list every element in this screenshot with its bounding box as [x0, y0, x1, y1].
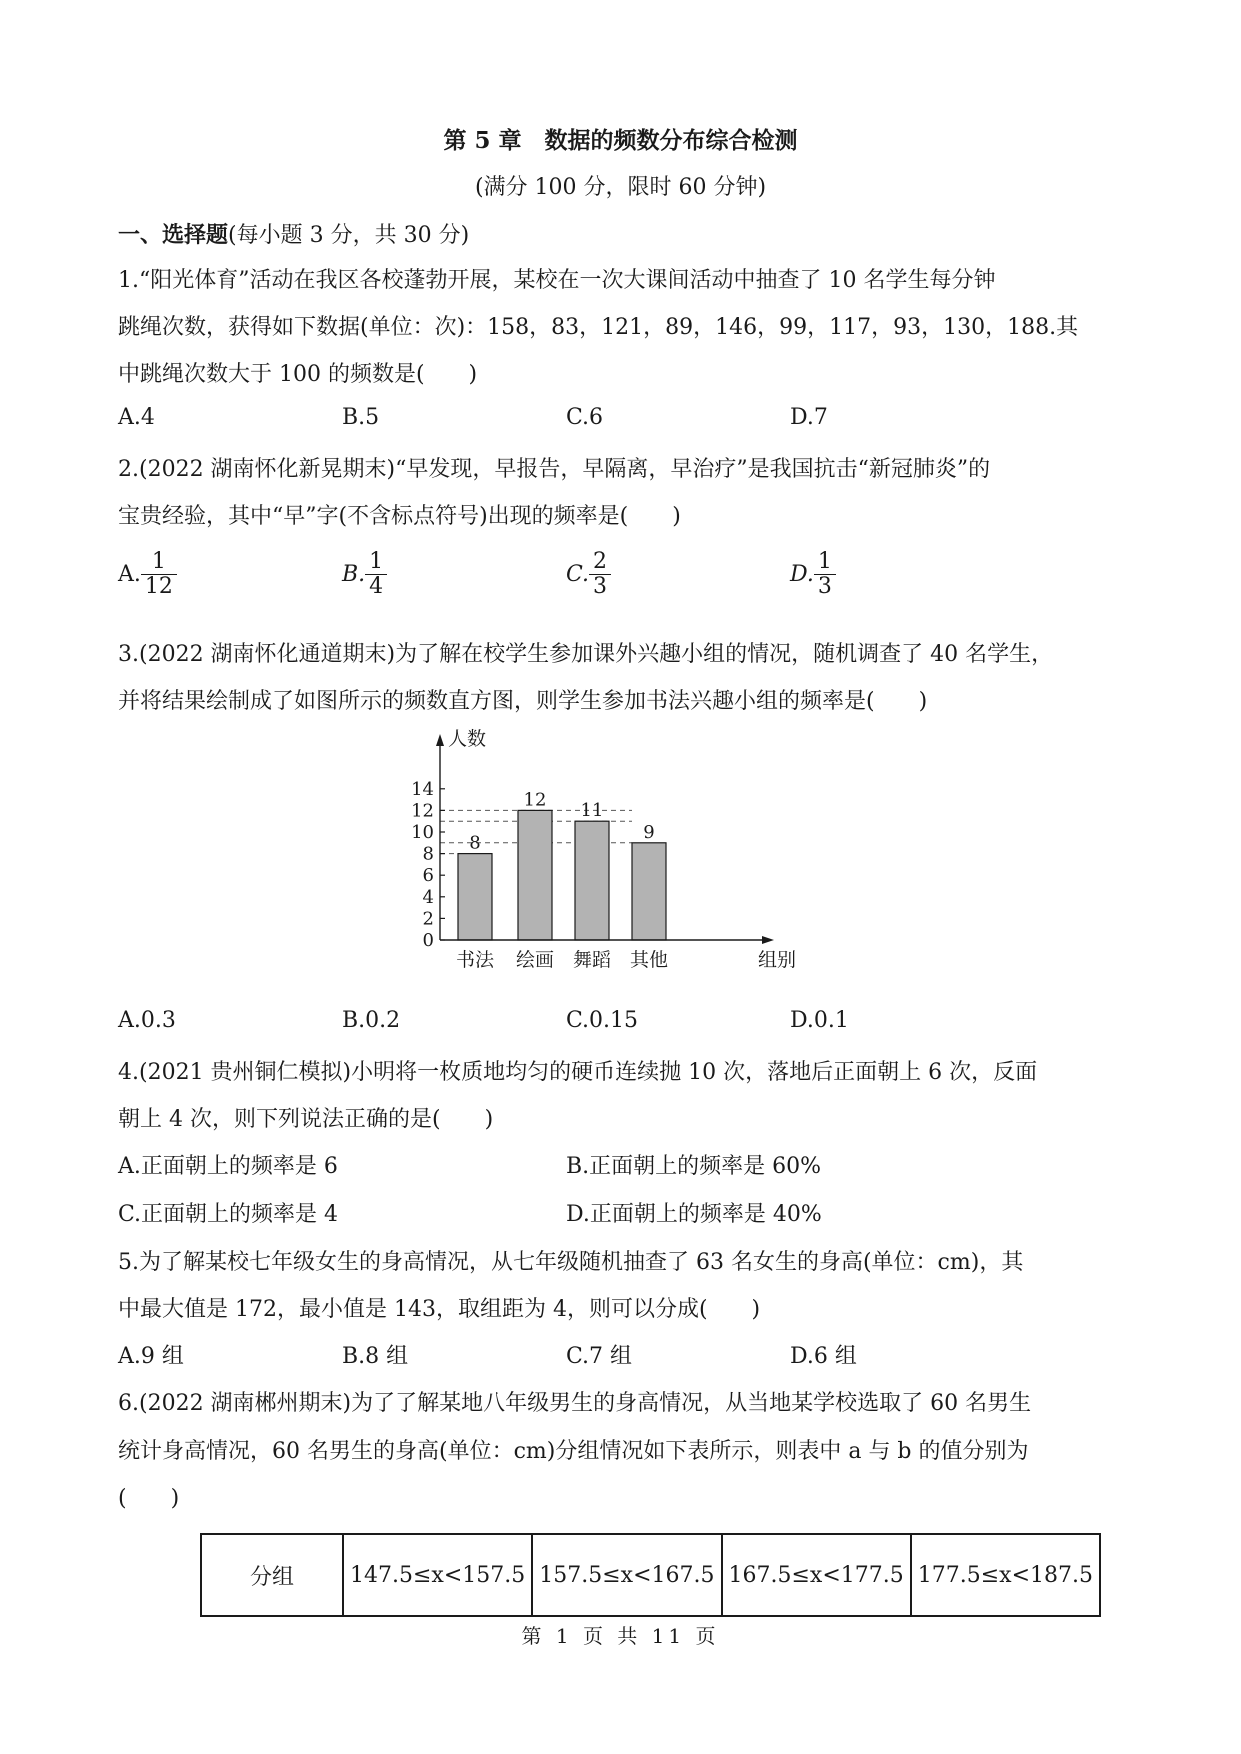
q1-line2: 跳绳次数，获得如下数据(单位：次)：158，83，121，89，146，99，117，93，130，188.其 [118, 315, 1079, 340]
fraction-numerator: 1 [365, 550, 387, 575]
q3-option-d: D.0.1 [790, 1008, 849, 1033]
q3-line2: 并将结果绘制成了如图所示的频数直方图，则学生参加书法兴趣小组的频率是( ) [118, 689, 928, 714]
bar-value-label: 9 [643, 821, 655, 843]
frequency-histogram [411, 722, 820, 980]
q3-line1: 3.(2022 湖南怀化通道期末)为了解在校学生参加课外兴趣小组的情况，随机调查了 40 名学生， [118, 642, 1054, 667]
fraction-denominator: 3 [817, 574, 832, 600]
bar-value-label: 11 [580, 800, 604, 822]
q1-option-c: C.6 [566, 405, 604, 430]
page-title: 第 5 章 数据的频数分布综合检测 [443, 127, 798, 154]
section-label: 一、选择题 [118, 222, 229, 248]
y-tick-label: 4 [422, 886, 434, 908]
q5-option-d: D.6 组 [790, 1344, 857, 1369]
q2-option-c-label: C. [566, 562, 590, 588]
q4-option-b: B.正面朝上的频率是 60% [566, 1154, 822, 1179]
y-tick-label: 14 [411, 778, 434, 800]
bar-3 [575, 821, 609, 940]
q6-line3: ( ) [118, 1486, 180, 1511]
y-tick-label: 10 [411, 822, 434, 843]
y-axis-arrow [436, 734, 444, 746]
x-tick-label: 绘画 [515, 949, 555, 971]
section-heading [118, 218, 469, 249]
bar-value-label: 8 [469, 832, 481, 854]
q5-option-c: C.7 组 [566, 1344, 633, 1369]
x-axis-arrow [762, 936, 774, 944]
q4-line1: 4.(2021 贵州铜仁模拟)小明将一枚质地均匀的硬币连续抛 10 次，落地后正面朝上 6 次，反面 [118, 1060, 1038, 1085]
y-tick-label: 6 [422, 865, 434, 887]
page-footer: 第 1 页 共 11 页 [521, 1624, 720, 1648]
fraction-denominator: 4 [369, 574, 384, 600]
q2-option-a-fraction [141, 550, 177, 599]
page-subtitle: (满分 100 分，限时 60 分钟) [474, 175, 767, 200]
y-axis-label: 人数 [448, 728, 487, 750]
fraction-numerator: 2 [589, 550, 611, 575]
fraction-numerator: 1 [814, 550, 836, 575]
q2-option-c [566, 550, 611, 599]
q5-line1: 5.为了解某校七年级女生的身高情况，从七年级随机抽查了 63 名女生的身高(单位：cm)，其 [118, 1250, 1024, 1275]
q2-option-a-label: A. [118, 562, 141, 588]
y-tick-label: 12 [411, 800, 434, 822]
table-cell: 147.5≤x<157.5 [343, 1534, 532, 1616]
q2-option-a [118, 550, 177, 599]
bar-1 [458, 854, 492, 940]
fraction-denominator: 3 [593, 574, 608, 600]
y-tick-label: 0 [422, 930, 434, 951]
table-row [201, 1534, 1100, 1616]
y-tick-label: 2 [422, 908, 434, 930]
y-tick-label: 8 [422, 843, 434, 865]
q3-option-a: A.0.3 [118, 1008, 176, 1033]
table-cell: 157.5≤x<167.5 [532, 1534, 721, 1616]
bar-4 [632, 843, 666, 940]
table-cell: 167.5≤x<177.5 [722, 1534, 911, 1616]
x-axis-label: 组别 [758, 949, 797, 971]
q3-option-c: C.0.15 [566, 1008, 639, 1033]
q1-option-a: A.4 [118, 405, 155, 430]
q1-line3: 中跳绳次数大于 100 的频数是( ) [118, 362, 478, 387]
height-group-table [200, 1533, 1101, 1617]
q2-line1: 2.(2022 湖南怀化新晃期末)“早发现，早报告，早隔离，早治疗”是我国抗击“新冠肺炎”的 [118, 457, 991, 482]
q1-line1: 1.“阳光体育”活动在我区各校蓬勃开展，某校在一次大课间活动中抽查了 10 名学生每分钟 [118, 268, 996, 293]
q4-option-c: C.正面朝上的频率是 4 [118, 1202, 339, 1227]
q2-option-b-fraction [365, 550, 387, 599]
q5-option-a: A.9 组 [118, 1344, 184, 1369]
q6-line2: 统计身高情况，60 名男生的身高(单位：cm)分组情况如下表所示，则表中 a 与 b 的值分别为 [118, 1439, 1029, 1464]
x-tick-label: 其他 [629, 949, 669, 971]
table-cell: 177.5≤x<187.5 [911, 1534, 1100, 1616]
q2-option-b-label: B. [342, 562, 366, 588]
q5-option-b: B.8 组 [342, 1344, 409, 1369]
q2-option-c-fraction [589, 550, 611, 599]
q2-option-b [342, 550, 387, 599]
q1-option-b: B.5 [342, 405, 380, 430]
q4-line2: 朝上 4 次，则下列说法正确的是( ) [118, 1107, 494, 1132]
q3-option-b: B.0.2 [342, 1008, 401, 1033]
q6-line1: 6.(2022 湖南郴州期末)为了了解某地八年级男生的身高情况，从当地某学校选取了 60 名男生 [118, 1391, 1032, 1416]
q2-option-d-label: D. [790, 562, 814, 588]
bar-2 [518, 810, 552, 940]
q1-option-d: D.7 [790, 405, 828, 430]
q5-line2: 中最大值是 172，最小值是 143，取组距为 4，则可以分成( ) [118, 1297, 761, 1322]
bar-value-label: 12 [523, 789, 547, 811]
x-tick-label: 书法 [455, 949, 495, 971]
table-header-cell: 分组 [201, 1534, 343, 1616]
fraction-numerator: 1 [141, 550, 177, 575]
q2-option-d [790, 550, 836, 599]
q4-option-d: D.正面朝上的频率是 40% [566, 1202, 822, 1227]
section-note: (每小题 3 分，共 30 分) [228, 223, 470, 248]
q2-line2: 宝贵经验，其中“早”字(不含标点符号)出现的频率是( ) [118, 504, 681, 529]
x-tick-label: 舞蹈 [572, 949, 612, 971]
fraction-denominator: 12 [144, 574, 173, 600]
q2-option-d-fraction [814, 550, 836, 599]
q4-option-a: A.正面朝上的频率是 6 [118, 1154, 338, 1179]
